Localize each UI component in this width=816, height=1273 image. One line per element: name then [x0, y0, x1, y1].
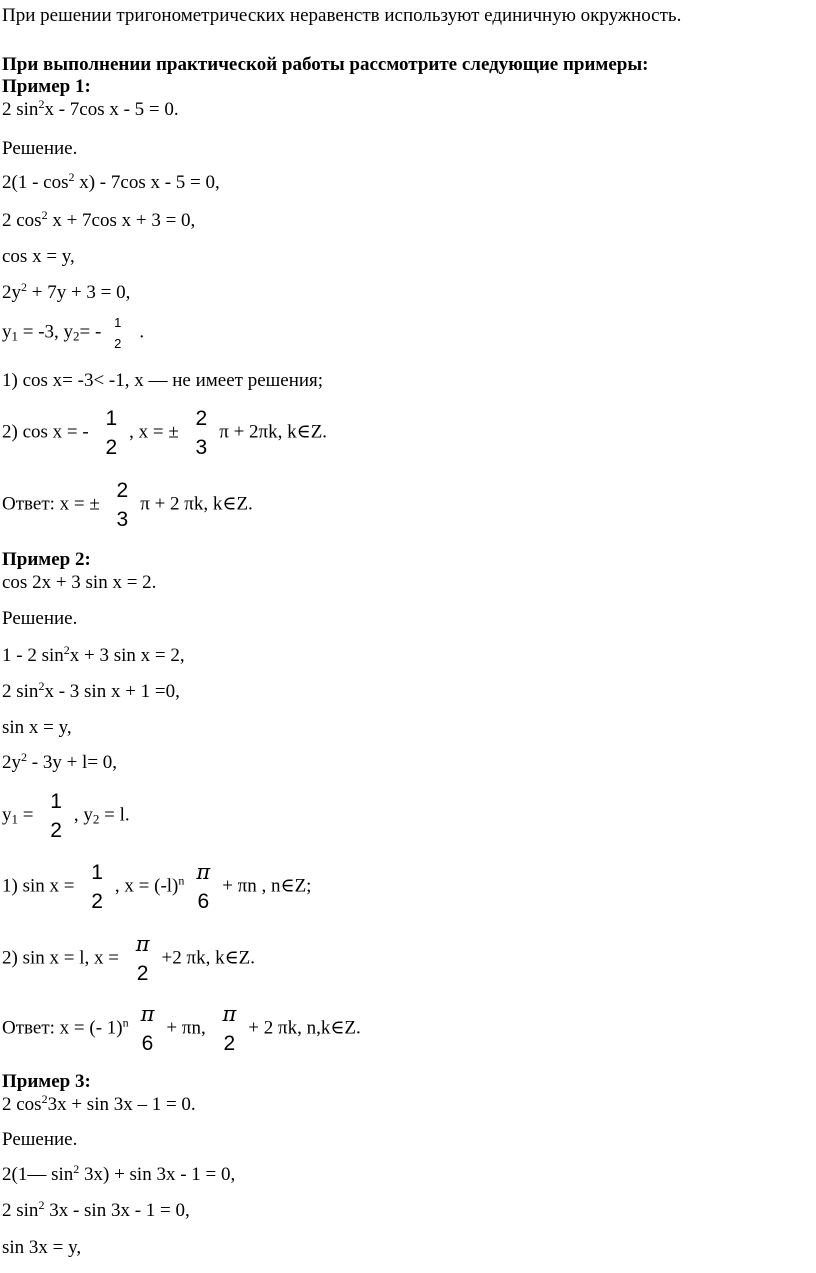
example3-solution-label: Решение.: [2, 1129, 78, 1150]
example2-step6: 1) sin x = 1 2 , $x = (-l)^n$ π 6 + πn , n∈Z;: [2, 860, 312, 913]
fraction: 1 2: [50, 790, 62, 842]
fraction: 1 2: [105, 407, 118, 459]
example2-step1: 1 - 2 $\sin^2x + 3$ sin x = 2,: [2, 643, 185, 666]
fraction: 1 2: [114, 315, 122, 351]
example3-step1: 2(1— $\sin^2 3x) + \sin 3x - 1 = 0$,: [2, 1162, 236, 1185]
example2-step2: 2 $\sin^2x - 3$ sin x + 1 =0,: [2, 679, 180, 702]
example1-step7: 2) cos x = - 1 2 , x = ± 2 3 π + 2πk, k∈Z.: [2, 407, 328, 459]
example2-solution-label: Решение.: [2, 608, 78, 629]
example1-step1: $2(1 - \cos^2 x) - 7\cos$ x - 5 = 0,: [2, 170, 220, 193]
fraction: π 6: [140, 1002, 155, 1055]
fraction: 2 3: [195, 407, 208, 459]
example3-step3: sin 3x = y,: [2, 1237, 82, 1258]
fraction: 1 2: [91, 861, 103, 913]
fraction: π 2: [222, 1002, 237, 1055]
example2-answer: Ответ: x = (- 1)$^n$ π 6 + πn, π 2 + 2 πk, n,k∈Z.: [2, 1002, 361, 1055]
example3-step2: 2 $\sin^2 3x - \sin 3x - 1 = 0$,: [2, 1198, 190, 1221]
example2-step3: sin x = y,: [2, 717, 72, 738]
example2-equation: cos 2x + 3 sin x = 2.: [2, 572, 157, 593]
example1-step3: cos x = y,: [2, 246, 75, 267]
example1-step4: $2y^2 + 7y + 3 = 0$,: [2, 280, 131, 303]
example1-answer: Ответ: x = ± 2 3 π + 2 πk, k∈Z.: [2, 479, 253, 531]
example1-step6: 1) cos x= -3< -1, x — не имеет решения;: [2, 370, 324, 391]
example1-title: Пример 1:: [2, 76, 91, 97]
section-heading: При выполнении практической работы рассмотрите следующие примеры:: [2, 54, 649, 75]
example2-step5: $y_1$ = 1 2 , $y_2 = l$.: [2, 790, 130, 842]
example1-solution-label: Решение.: [2, 138, 78, 159]
example2-title: Пример 2:: [2, 549, 91, 570]
example1-step5: $y_1 = -3$, $y_2=$ - 1 2 .: [2, 315, 145, 351]
fraction: π 2: [135, 932, 150, 985]
example3-equation: 2 $\cos^23x + \sin 3x - 1 = 0$.: [2, 1092, 196, 1115]
example1-step2: 2 $\cos^2 x + 7\cos$ x + 3 = 0,: [2, 208, 196, 231]
example1-equation: 2 $\sin^2x - 7\cos$ x - 5 = 0.: [2, 97, 179, 120]
example2-step7: 2) sin x = l, x = π 2 +2 πk, k∈Z.: [2, 932, 256, 985]
example2-step4: $2y^2 - 3y + l= 0$,: [2, 750, 118, 773]
intro-text: При решении тригонометрических неравенств используют единичную окружность.: [2, 5, 682, 26]
fraction: 2 3: [116, 479, 129, 531]
example3-title: Пример 3:: [2, 1071, 91, 1092]
fraction: π 6: [196, 860, 211, 913]
